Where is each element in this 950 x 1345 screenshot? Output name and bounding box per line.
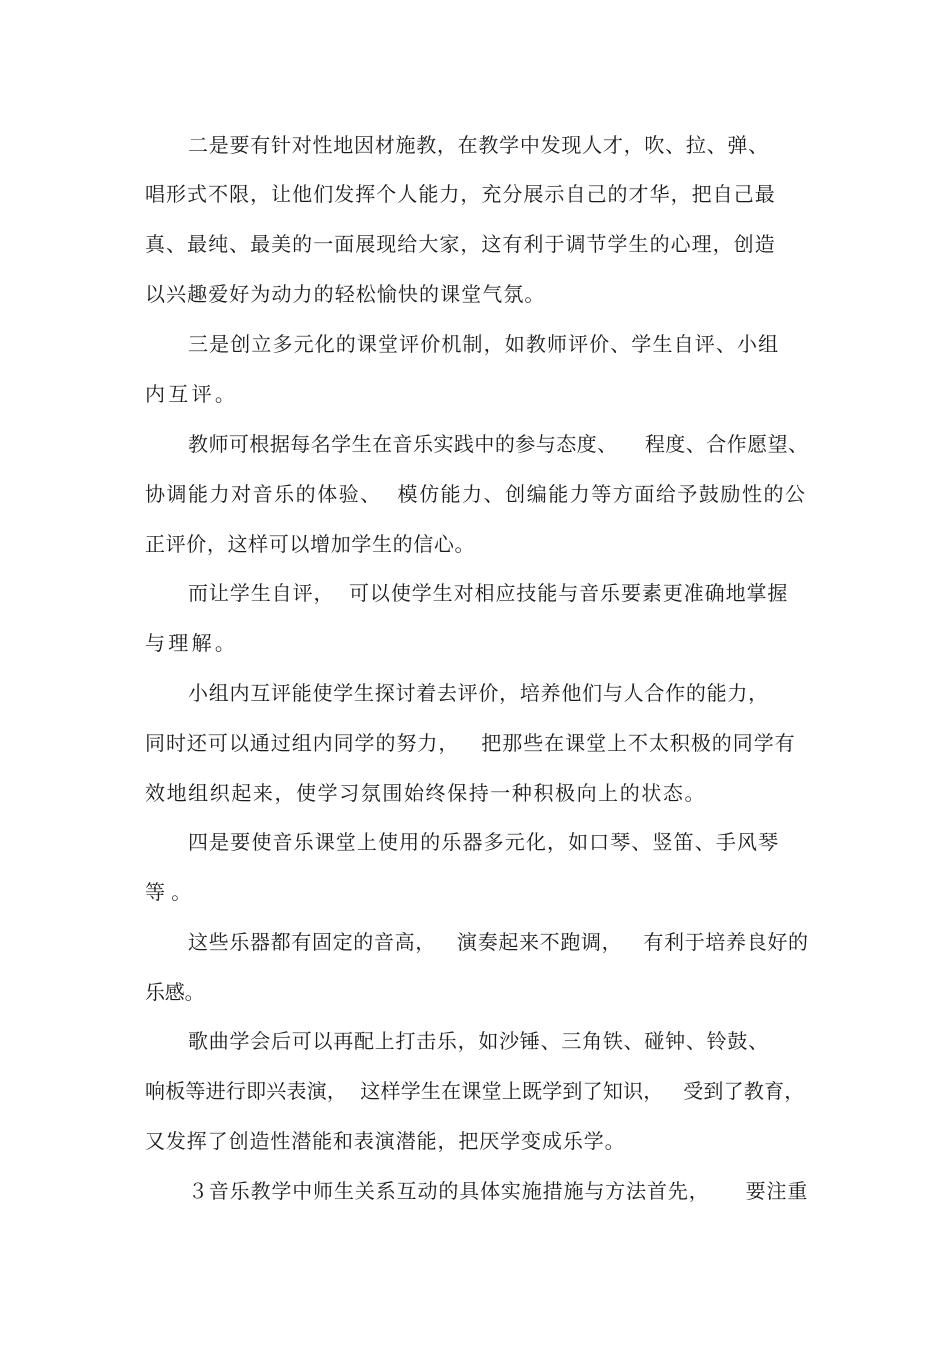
- text-line: 唱形式不限，让他们发挥个人能力，充分展示自己的才华，把自己最: [145, 182, 776, 206]
- text-line: 教师可根据每名学生在音乐实践中的参与态度、 程度、合作愿望、: [188, 432, 809, 456]
- text-line: 小组内互评能使学生探讨着去评价，培养他们与人合作的能力，: [188, 681, 769, 705]
- text-line: 二是要有针对性地因材施教，在教学中发现人才，吹、拉、弹、: [188, 133, 769, 157]
- text-line: 这些乐器都有固定的音高， 演奏起来不跑调， 有利于培养良好的: [188, 930, 809, 954]
- text-line: 而让学生自评， 可以使学生对相应技能与音乐要素更准确地掌握: [188, 581, 789, 605]
- text-line: 响板等进行即兴表演， 这样学生在课堂上既学到了知识， 受到了教育，: [145, 1079, 805, 1103]
- text-line: 同时还可以通过组内同学的努力， 把那些在课堂上不太积极的同学有: [145, 731, 796, 755]
- text-line: ３音乐教学中师生关系互动的具体实施措施与方法首先， 要注重: [188, 1179, 809, 1203]
- text-line: 内互评。: [145, 382, 239, 406]
- text-line: 等。: [145, 880, 198, 904]
- text-line: 又发挥了创造性潜能和表演潜能，把厌学变成乐学。: [145, 1129, 626, 1153]
- text-line: 以兴趣爱好为动力的轻松愉快的课堂气氛。: [145, 282, 546, 306]
- text-line: 三是创立多元化的课堂评价机制，如教师评价、学生自评、小组: [188, 332, 780, 356]
- text-line: 乐感。: [145, 980, 205, 1004]
- text-line: 正评价，这样可以增加学生的信心。: [145, 532, 476, 556]
- text-line: 歌曲学会后可以再配上打击乐，如沙锤、三角铁、碰钟、铃鼓、: [188, 1029, 769, 1053]
- text-line: 协调能力对音乐的体验、 模仿能力、创编能力等方面给予鼓励性的公: [145, 482, 807, 506]
- text-line: 效地组织起来，使学习氛围始终保持一种积极向上的状态。: [145, 781, 707, 805]
- text-line: 真、最纯、最美的一面展现给大家，这有利于调节学生的心理，创造: [145, 232, 776, 256]
- text-line: 与理解。: [145, 631, 239, 655]
- text-line: 四是要使音乐课堂上使用的乐器多元化，如口琴、竖笛、手风琴: [188, 830, 780, 854]
